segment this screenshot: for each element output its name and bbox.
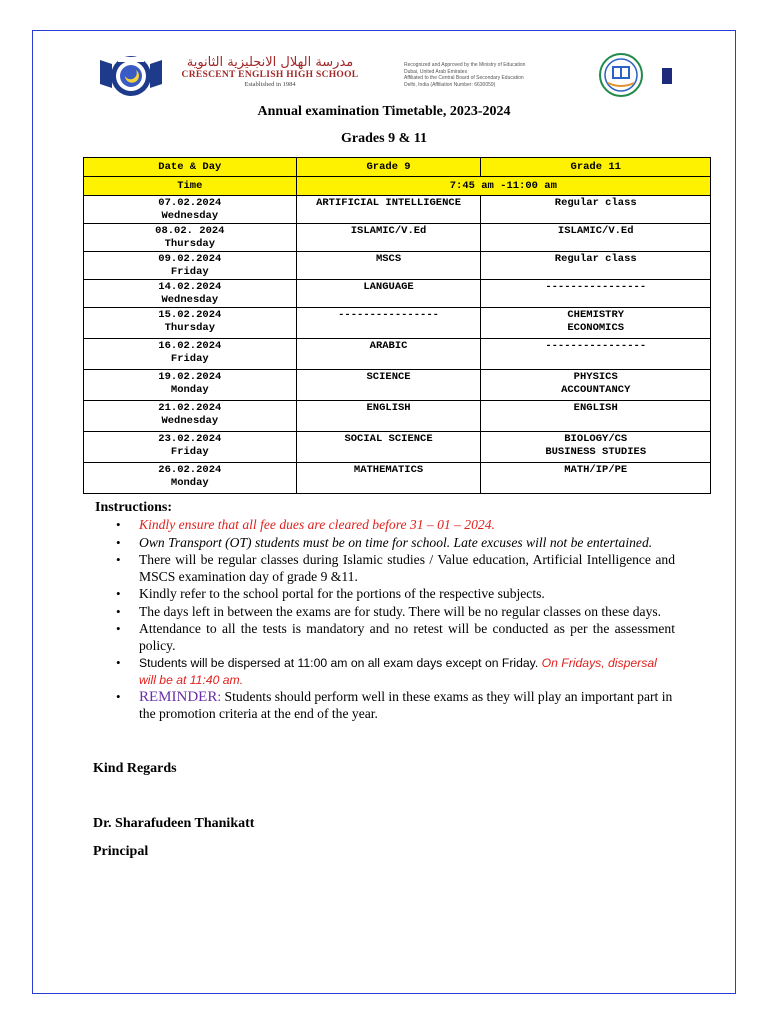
exam-day: Monday [170, 383, 209, 396]
grade9-cell [296, 463, 481, 494]
grade11-subject: PHYSICS [573, 371, 618, 383]
list-item [92, 621, 675, 654]
time-label: Time [84, 177, 297, 196]
grade9-cell [296, 196, 481, 224]
grade9-subject: ISLAMIC/V.Ed [350, 225, 427, 237]
list-item [92, 689, 675, 722]
grade11-cell [481, 401, 711, 432]
exam-date: 08.02. 2024 [155, 225, 225, 237]
list-item [92, 517, 675, 534]
letterhead [98, 52, 678, 102]
grade11-subject: BIOLOGY/CS [564, 433, 628, 445]
grade11-subject: ACCOUNTANCY [561, 383, 631, 396]
grade9-subject: ENGLISH [366, 402, 411, 414]
date-day-cell [84, 308, 297, 339]
table-row [84, 224, 711, 252]
instruction-text: Kindly refer to the school portal for the portions of the respective subjects. [139, 586, 545, 601]
exam-date: 21.02.2024 [158, 402, 222, 414]
list-item [92, 552, 675, 585]
grade9-subject: ---------------- [338, 309, 439, 321]
exam-day: Wednesday [161, 293, 219, 306]
cbse-emblem-icon [588, 52, 654, 98]
table-row [84, 432, 711, 463]
grade9-cell [296, 308, 481, 339]
grade9-subject: SOCIAL SCIENCE [344, 433, 433, 445]
navy-square [662, 68, 672, 84]
grade11-subject: CHEMISTRY [567, 309, 625, 321]
grade11-cell [481, 432, 711, 463]
grade11-subject: ---------------- [545, 281, 647, 293]
principal-name: Dr. Sharafudeen Thanikatt [93, 816, 255, 831]
table-row [84, 308, 711, 339]
date-day-cell [84, 463, 297, 494]
header-cell-grade9: Grade 9 [296, 158, 481, 177]
instructions-heading: Instructions: [95, 500, 173, 515]
grade11-subject: Regular class [554, 253, 637, 265]
friday-dispersal-text: On Fridays, dispersal will be at 11:40 am. [139, 656, 657, 687]
table-row [84, 370, 711, 401]
recognition-line: Delhi, India (Affiliation Number: 6630059) [404, 81, 496, 88]
table-row [84, 196, 711, 224]
grade11-cell [481, 339, 711, 370]
exam-date: 14.02.2024 [158, 281, 222, 293]
table-row [84, 339, 711, 370]
school-name-block [170, 56, 370, 89]
grade9-cell [296, 370, 481, 401]
date-day-cell [84, 370, 297, 401]
grade9-subject: SCIENCE [366, 371, 411, 383]
principal-designation: Principal [93, 844, 149, 859]
instructions-list [92, 517, 675, 723]
grade11-subject: Regular class [554, 197, 637, 209]
recognition-line: Dubai, United Arab Emirates [404, 68, 468, 75]
grade9-subject: ARTIFICIAL INTELLIGENCE [316, 197, 462, 209]
grade9-cell [296, 432, 481, 463]
list-item [92, 604, 675, 621]
header-cell-date: Date & Day [84, 158, 297, 177]
grade11-cell [481, 196, 711, 224]
instruction-text: The days left in between the exams are for study. There will be no regular classes on these days. [139, 603, 662, 619]
exam-date: 15.02.2024 [158, 309, 222, 321]
recognition-line: Affiliated to the Central Board of Secondary Education [404, 75, 524, 81]
instruction-text: Attendance to all the tests is mandatory and no retest will be conducted as per the assessment policy. [139, 621, 675, 653]
date-day-cell [84, 224, 297, 252]
reminder-label: REMINDER [139, 689, 218, 705]
school-name: CRESCENT ENGLISH HIGH SCHOOL [181, 70, 359, 80]
grade11-subject: ENGLISH [573, 402, 618, 414]
document-subtitle: Grades 9 & 11 [341, 131, 427, 146]
table-row [84, 280, 711, 308]
grade9-cell [296, 280, 481, 308]
list-item [92, 586, 675, 603]
recognition-text [404, 62, 584, 88]
exam-day: Wednesday [161, 414, 219, 427]
grade9-subject: MSCS [375, 253, 402, 265]
grade9-cell [296, 224, 481, 252]
table-row [84, 252, 711, 280]
document-title: Annual examination Timetable, 2023-2024 [257, 104, 511, 119]
table-row [84, 463, 711, 494]
school-crest-icon [98, 54, 164, 98]
date-day-cell [84, 401, 297, 432]
table-row [84, 401, 711, 432]
exam-date: 26.02.2024 [158, 464, 222, 476]
grade9-subject: LANGUAGE [363, 281, 414, 293]
date-day-cell [84, 252, 297, 280]
date-day-cell [84, 196, 297, 224]
grade11-cell [481, 308, 711, 339]
date-day-cell [84, 280, 297, 308]
grade9-cell [296, 252, 481, 280]
instruction-text: Own Transport (OT) students must be on time for school. Late excuses will not be entertained. [139, 534, 653, 550]
grade11-subject: ISLAMIC/V.Ed [557, 225, 634, 237]
grade11-subject: MATH/IP/PE [564, 464, 628, 476]
grade9-cell [296, 401, 481, 432]
reminder-text: Students should perform well in these exams as they will play an important part in the promotion criteria at the end of the year. [139, 689, 673, 721]
dispersal-text: Students will be dispersed at 11:00 am on all exam days except on Friday. [139, 656, 539, 670]
timetable [83, 157, 711, 494]
grade11-subject: BUSINESS STUDIES [545, 445, 647, 458]
exam-date: 07.02.2024 [158, 197, 222, 209]
school-name-arabic: مدرسة الهلال الانجليزية الثانوية [186, 55, 354, 70]
instruction-text: Kindly ensure that all fee dues are cleared before 31 – 01 – 2024. [139, 517, 495, 532]
grade11-cell [481, 280, 711, 308]
list-item [92, 535, 675, 552]
list-item [92, 655, 675, 688]
time-row [84, 177, 711, 196]
kind-regards: Kind Regards [93, 761, 177, 776]
exam-day: Wednesday [161, 209, 219, 222]
grade11-cell [481, 370, 711, 401]
exam-day: Thursday [164, 321, 216, 334]
established-text: Established in 1984 [244, 81, 296, 88]
exam-day: Friday [170, 445, 209, 458]
exam-date: 09.02.2024 [158, 253, 222, 265]
recognition-line: Recognized and Approved by the Ministry of Education [404, 62, 526, 68]
date-day-cell [84, 432, 297, 463]
grade9-cell [296, 339, 481, 370]
exam-day: Monday [170, 476, 209, 489]
grade11-cell [481, 463, 711, 494]
grade11-subject: ECONOMICS [567, 321, 625, 334]
grade9-subject: MATHEMATICS [353, 464, 424, 476]
exam-date: 19.02.2024 [158, 371, 222, 383]
date-day-cell [84, 339, 297, 370]
reminder-colon: : [217, 689, 222, 704]
grade11-cell [481, 252, 711, 280]
grade11-cell [481, 224, 711, 252]
instruction-text: There will be regular classes during Islamic studies / Value education, Artificial Intelligence and MSCS examination day of grade 9 &11. [139, 552, 675, 584]
timetable-body [84, 196, 711, 494]
grade11-subject: ---------------- [545, 340, 647, 352]
exam-date: 23.02.2024 [158, 433, 222, 445]
header-cell-grade11: Grade 11 [481, 158, 711, 177]
table-header-row [84, 158, 711, 177]
exam-day: Friday [170, 352, 209, 365]
time-value: 7:45 am -11:00 am [296, 177, 710, 196]
exam-day: Friday [170, 265, 209, 278]
exam-day: Thursday [164, 237, 216, 250]
grade9-subject: ARABIC [369, 340, 408, 352]
exam-date: 16.02.2024 [158, 340, 222, 352]
